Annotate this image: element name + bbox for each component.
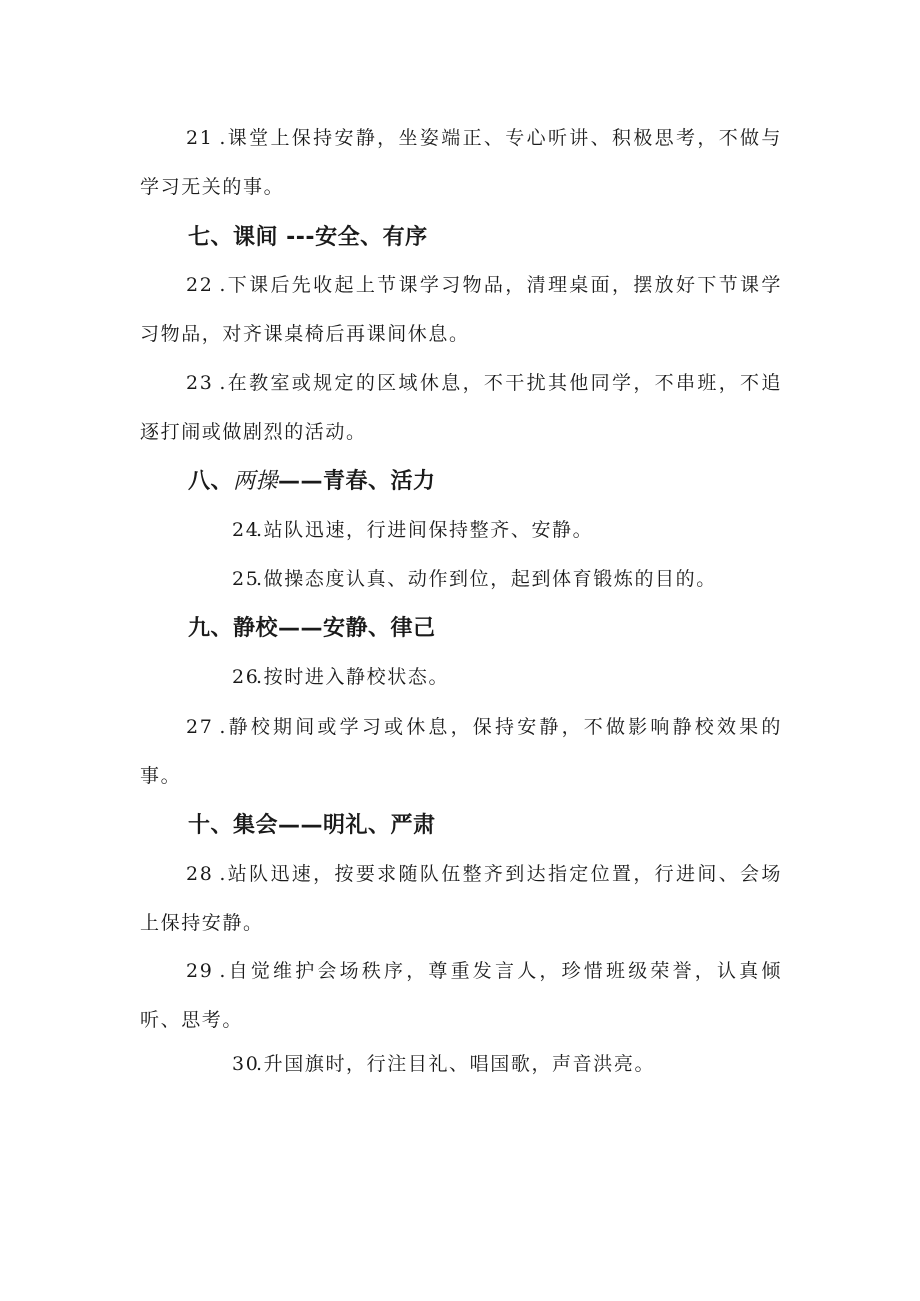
item-text: .升国旗时，行注目礼、唱国歌，声音洪亮。 [256,1053,656,1075]
heading-emphasis: 两操 [233,469,279,494]
item-text: .站队迅速，行进间保持整齐、安静。 [256,519,594,541]
list-item-22 [140,261,782,359]
list-item-29 [140,947,782,1045]
heading-prefix: 九、静校 [188,616,279,641]
item-number: 26 [232,666,260,688]
item-text: .在教室或规定的区域休息，不干扰其他同学，不串班，不追逐打闹或做剧烈的活动。 [140,372,782,443]
item-text: .自觉维护会场秩序，尊重发言人，珍惜班级荣誉，认真倾听、思考。 [140,960,782,1031]
section-heading-10 [188,806,436,846]
heading-prefix: 七、课间 [188,225,279,250]
list-item-30 [140,1040,782,1089]
item-number: 21 [186,127,214,149]
item-text: .下课后先收起上节课学习物品，清理桌面，摆放好下节课学习物品，对齐课桌椅后再课间休息。 [140,274,782,345]
item-number: 24 [232,519,260,541]
section-heading-8 [188,462,436,502]
heading-prefix: 八、 [188,469,234,494]
list-item-27 [140,703,782,801]
item-number: 25 [232,568,260,590]
list-item-23 [140,359,782,457]
item-text: .站队迅速，按要求随队伍整齐到达指定位置，行进间、会场上保持安静。 [140,863,782,934]
list-item-28 [140,850,782,948]
item-number: 23 [186,372,214,394]
list-item-26 [140,653,782,702]
item-number: 22 [186,274,214,296]
heading-prefix: 十、集会 [188,813,279,838]
list-item-21 [140,114,782,212]
heading-subtitle: ——明礼、严肃 [278,813,436,838]
heading-subtitle: ——安静、律己 [278,616,436,641]
heading-subtitle: ——青春、活力 [278,469,436,494]
section-heading-7 [188,218,428,258]
item-number: 29 [186,960,214,982]
list-item-25 [140,555,782,604]
heading-subtitle: ---安全、有序 [278,225,428,250]
item-text: .静校期间或学习或休息，保持安静，不做影响静校效果的事。 [140,716,782,787]
item-number: 30 [232,1053,260,1075]
item-number: 27 [186,716,214,738]
item-text: .做操态度认真、动作到位，起到体育锻炼的目的。 [256,568,717,590]
item-text: .课堂上保持安静，坐姿端正、专心听讲、积极思考，不做与学习无关的事。 [140,127,782,198]
list-item-24 [140,506,782,555]
section-heading-9 [188,609,436,649]
item-number: 28 [186,863,214,885]
item-text: .按时进入静校状态。 [256,666,450,688]
